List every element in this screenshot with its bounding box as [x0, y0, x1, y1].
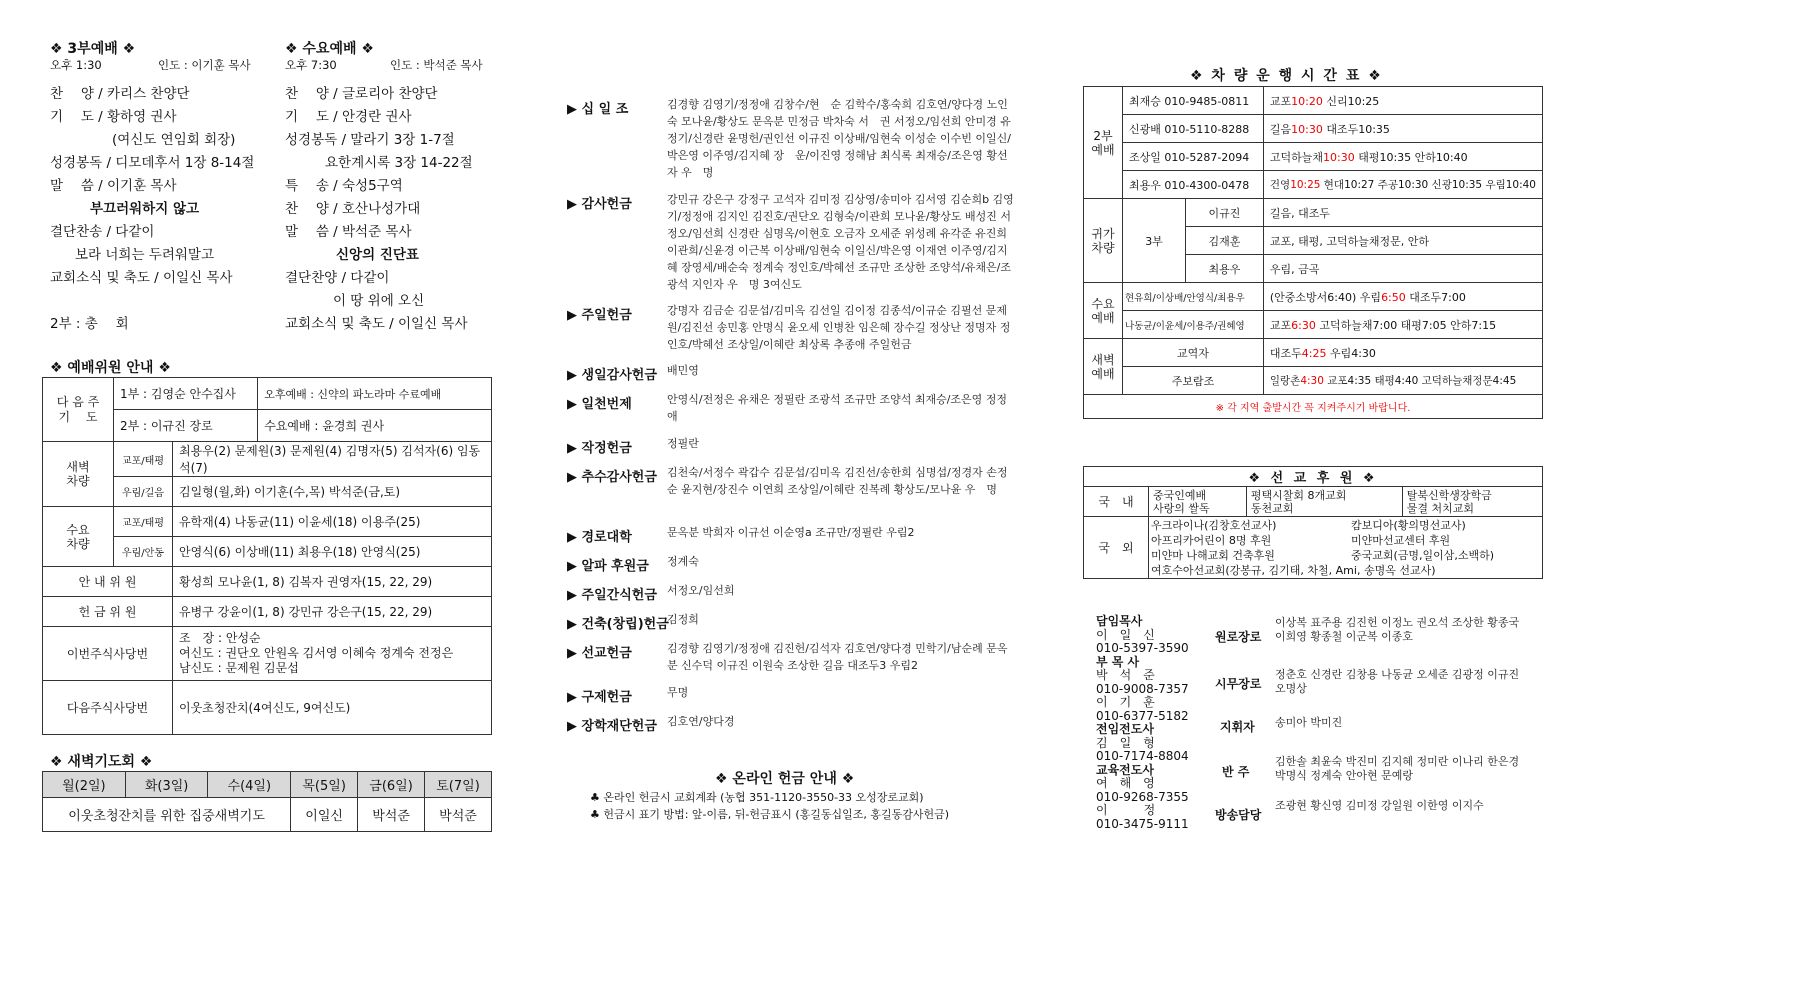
offering-names: 정필란	[667, 437, 699, 450]
next-meal-label: 다음주식사당번	[43, 681, 173, 735]
offering-label: ▶ 생일감사헌금	[567, 368, 657, 383]
offering-names: 김경향 김영기/정정애 김진헌/김석자 김호연/양다경 민학기/남순례 문옥분 신수덕 이규진 이원숙 조상한 길음 대조두3 우림2	[667, 642, 1008, 672]
online-offering-title: ❖ 온라인 헌금 안내 ❖	[715, 771, 855, 787]
offering-names: 무명	[667, 686, 689, 699]
worship3-title: ❖ 3부예배 ❖	[50, 41, 136, 57]
foreign-label: 국 외	[1084, 517, 1149, 579]
domestic-label: 국 내	[1084, 487, 1149, 517]
worship3-line: (여신도 연임회 회장)	[112, 132, 236, 148]
meal-names: 조 장 : 안성순 여신도 : 권단오 안원옥 김서영 이혜숙 정계숙 전정은 남신도 : 문제원 김문섭	[173, 627, 492, 681]
offering-names: 문옥분 박희자 이규선 이순영a 조규만/정필란 우림2	[667, 526, 915, 539]
route-cell: 대조두4:25 우림4:30	[1263, 339, 1542, 367]
prayer-2b: 수요예배 : 윤경희 권사	[258, 410, 492, 442]
dawn-leader-cell: 박석준	[358, 798, 425, 832]
return-driver: 이규진	[1186, 199, 1264, 227]
offering-label: ▶ 장학재단헌금	[567, 719, 657, 734]
domestic-cell: 탈북신학생장학금 물결 처치교회	[1402, 487, 1542, 517]
wednesday-line: 말 씀 / 박석준 목사	[285, 224, 412, 240]
offering-label: ▶ 작정헌금	[567, 441, 632, 456]
guide-names: 황성희 모나윤(1, 8) 김복자 권영자(15, 22, 29)	[173, 567, 492, 597]
day-cell: 화(3일)	[125, 772, 208, 798]
wcar1-drivers: 유학재(4) 나동균(11) 이윤세(18) 이용주(25)	[173, 507, 492, 537]
offering-names: 유병구 강윤이(1, 8) 강민규 강은구(15, 22, 29)	[173, 597, 492, 627]
return-label: 귀가 차량	[1084, 199, 1123, 283]
offering-label: ▶ 추수감사헌금	[567, 470, 657, 485]
staff-name: 김 일 형	[1096, 735, 1155, 750]
offering-names: 서정오/임선희	[667, 584, 735, 597]
worship3-line: 말 씀 / 이기훈 목사	[50, 178, 177, 194]
staff-section	[1096, 615, 1189, 831]
car1-area: 교포/태평	[114, 442, 173, 477]
next-meal-names: 이웃초청잔치(4여신도, 9여신도)	[173, 681, 492, 735]
staff-name: 이 일 신	[1096, 627, 1155, 642]
online-offering-account: ♣ 온라인 헌금시 교회계좌 (농협 351-1120-3550-33 오성장로교회)	[590, 791, 924, 804]
return-part: 3부	[1123, 199, 1186, 283]
meal-label: 이번주식사당번	[43, 627, 173, 681]
route-cell: 교포6:30 고덕하늘채7:00 태평7:05 안하7:15	[1263, 311, 1542, 339]
driver-cell: 신광배 010-5110-8288	[1123, 115, 1264, 143]
wednesday-line: 찬 양 / 호산나성가대	[285, 201, 421, 217]
wednesday-leader: 인도 : 박석준 목사	[390, 58, 483, 72]
offering-label: ▶ 경로대학	[567, 530, 632, 545]
staff-name: 여 해 영	[1096, 776, 1155, 790]
route-cell: 일랑촌4:30 교포4:35 태평4:40 고덕하늘채정문4:45	[1263, 367, 1542, 395]
route-cell: 고덕하늘채10:30 태평10:35 안하10:40	[1263, 143, 1542, 171]
wednesday-time: 오후 7:30	[285, 58, 337, 72]
worship3-line: 기 도 / 황하영 권사	[50, 109, 177, 125]
group-names: 송미아 박미진	[1275, 716, 1343, 729]
domestic-cell: 중국인예배 사랑의 쌀독	[1149, 487, 1247, 517]
group-label: 방송담당	[1215, 808, 1262, 822]
worship3-line: 결단찬송 / 다같이	[50, 224, 155, 240]
dawn-prayer-table	[42, 771, 492, 832]
service2-label: 2부 예배	[1084, 87, 1123, 199]
wednesday-line: 특 송 / 숙성5구역	[285, 178, 403, 194]
committee-table	[42, 377, 492, 735]
return-route: 길음, 대조두	[1263, 199, 1542, 227]
offering-label: ▶ 감사헌금	[567, 197, 632, 212]
car2-area: 우림/길음	[114, 477, 173, 507]
worship3-line: 교회소식 및 축도 / 이일신 목사	[50, 270, 233, 286]
staff-phone: 010-3475-9111	[1096, 816, 1189, 831]
offering-label: ▶ 일천번제	[567, 397, 632, 412]
group-names: 김한솔 최윤숙 박진미 김지혜 정미란 이나리 한은경 박명식 정계숙 안아현 문예랑	[1275, 755, 1520, 782]
wednesday-line: 찬 양 / 글로리아 찬양단	[285, 86, 438, 102]
offering-names: 김호연/양다경	[667, 715, 735, 728]
staff-phone: 010-6377-5182	[1096, 708, 1189, 723]
prayer-2: 2부 : 이규진 장로	[114, 410, 258, 442]
driver-cell: 주보람조	[1123, 367, 1264, 395]
staff-role: 부 목 사	[1096, 654, 1140, 669]
wcar2-drivers: 안영식(6) 이상배(11) 최용우(18) 안영식(25)	[173, 537, 492, 567]
group-names: 이상복 표주용 김진헌 이정노 권오석 조상한 황종국 이희영 황종철 이군복 이종호	[1275, 616, 1520, 643]
vehicle-table	[1083, 86, 1543, 419]
prayer-1: 1부 : 김영순 안수집사	[114, 378, 258, 410]
mission-table	[1083, 466, 1543, 579]
route-cell: (안중소방서6:40) 우림6:50 대조두7:00	[1263, 283, 1542, 311]
driver-cell: 최용우 010-4300-0478	[1123, 171, 1264, 199]
prayer-1b: 오후예배 : 신약의 파노라마 수료예배	[258, 378, 492, 410]
staff-role: 전임전도사	[1096, 722, 1154, 736]
foreign-cell: 우크라이나(김창호선교사) 캄보디아(황의명선교사) 아프리카어린이 8명 후원 미얀마선교센터 후원 미얀마 나해교회 건축후원 중국교회(금명,일이삼,소백하) 여호수아선교회(강봉규, 김기태, 차철, Ami, 송명옥 선교사)	[1149, 517, 1543, 579]
staff-phone: 010-5397-3590	[1096, 641, 1189, 655]
wcar2-area: 우림/안동	[114, 537, 173, 567]
wed-car-label: 수요 차량	[43, 507, 114, 567]
dawn-service-label: 새벽 예배	[1084, 339, 1123, 395]
wednesday-line: 이 땅 위에 오신	[333, 293, 425, 309]
group-names: 조광현 황신영 김미정 강일원 이한영 이지수	[1275, 799, 1484, 812]
vehicle-note: ※ 각 지역 출발시간 꼭 지켜주시기 바랍니다.	[1084, 395, 1543, 419]
day-cell: 목(5일)	[291, 772, 358, 798]
committee-title: ❖ 예배위원 안내 ❖	[50, 360, 171, 376]
vehicle-title: ❖ 차 량 운 행 시 간 표 ❖	[1190, 68, 1383, 84]
worship3-line: 찬 양 / 카리스 찬양단	[50, 86, 190, 102]
car1-drivers: 최용우(2) 문제원(3) 문제원(4) 김명자(5) 김석자(6) 임동석(7)	[173, 442, 492, 477]
wednesday-line: 성경봉독 / 말라기 3장 1-7절	[285, 132, 455, 148]
offering-names: 정계숙	[667, 555, 699, 568]
day-cell: 월(2일)	[43, 772, 126, 798]
return-driver: 최용우	[1186, 255, 1264, 283]
route-cell: 건영10:25 현대10:27 주공10:30 신광10:35 우림10:40	[1263, 171, 1542, 199]
driver-cell: 조상일 010-5287-2094	[1123, 143, 1264, 171]
driver-cell: 교역자	[1123, 339, 1264, 367]
dawn-leader-cell: 박석준	[425, 798, 492, 832]
staff-name: 이 정	[1096, 803, 1156, 817]
mission-title: ❖ 선 교 후 원 ❖	[1084, 467, 1543, 487]
dawn-leader-cell: 이일신	[291, 798, 358, 832]
group-label: 지휘자	[1220, 720, 1255, 734]
offering-names: 김천숙/서정수 곽갑수 김문섭/김미옥 김진선/송한희 심명섭/정경자 손정순 윤지현/장진수 이연희 조상일/이혜란 진복례 황상도/모나윤 우 명	[667, 466, 1008, 496]
route-cell: 길음10:30 대조두10:35	[1263, 115, 1542, 143]
offering-label: ▶ 건축(창립)헌금	[567, 617, 669, 632]
day-cell: 금(6일)	[358, 772, 425, 798]
sermon-title: 부끄러워하지 않고	[90, 201, 200, 217]
worship3-leader: 인도 : 이기훈 목사	[158, 58, 251, 72]
return-driver: 김재훈	[1186, 227, 1264, 255]
offering-label: 헌 금 위 원	[43, 597, 173, 627]
driver-cell: 현유희/이상배/안영식/최용우	[1123, 283, 1264, 311]
driver-cell: 최재승 010-9485-0811	[1123, 87, 1264, 115]
offering-label: ▶ 알파 후원금	[567, 559, 649, 574]
wednesday-line: 기 도 / 안경란 권사	[285, 109, 412, 125]
worship3-line: 보라 너희는 두려워말고	[75, 247, 214, 263]
dawn-leader-cell: 이웃초청잔치를 위한 집중새벽기도	[43, 798, 291, 832]
worship3-line: 2부 : 총 회	[50, 316, 129, 332]
staff-name: 이 기 훈	[1096, 695, 1155, 709]
day-cell: 토(7일)	[425, 772, 492, 798]
offering-label: ▶ 선교헌금	[567, 646, 632, 661]
staff-name: 박 석 준	[1096, 668, 1155, 682]
group-label: 반 주	[1222, 765, 1250, 779]
wcar1-area: 교포/태평	[114, 507, 173, 537]
offering-label: ▶ 구제헌금	[567, 690, 632, 705]
driver-cell: 나동균/이윤세/이용주/권혜영	[1123, 311, 1264, 339]
offering-names: 안영식/전정은 유채은 정필란 조광석 조규만 조양석 최재승/조은영 정정애	[667, 393, 1008, 423]
worship3-line: 성경봉독 / 디모데후서 1장 8-14절	[50, 155, 255, 171]
guide-label: 안 내 위 원	[43, 567, 173, 597]
group-label: 원로장로	[1215, 630, 1262, 644]
route-cell: 교포10:20 신리10:25	[1263, 87, 1542, 115]
offering-names: 강민규 강은구 강정구 고석자 김미정 김상영/송미아 김서영 김순희b 김영기/정정애 김지인 김진호/권단오 김형숙/이관희 모나윤/황상도 배성진 서정오/임선희 신경란 심명옥/이현호 오금자 오세준 위성례 유각준 유진희 이관희/신윤경 이근복 이상배/임현숙 이일신/박은영 이재연 이주영/김지혜 장영세/배순숙 정계숙 정인호/박혜선 조규만 조상한 조양석/유채은/조광석 지인자 우 명 3여신도	[667, 193, 1014, 291]
offering-names: 김정희	[667, 613, 699, 626]
wednesday-line: 결단찬양 / 다같이	[285, 270, 390, 286]
day-cell: 수(4일)	[208, 772, 291, 798]
staff-role: 담임목사	[1096, 614, 1143, 628]
domestic-cell: 평택시찰회 8개교회 동천교회	[1246, 487, 1402, 517]
return-route: 교포, 태평, 고덕하늘채정문, 안하	[1263, 227, 1542, 255]
worship3-time: 오후 1:30	[50, 58, 102, 72]
wednesday-line: 교회소식 및 축도 / 이일신 목사	[285, 316, 468, 332]
offering-names: 김경향 김영기/정정애 김창수/현 순 김학수/홍숙희 김호연/양다경 노인숙 모나윤/황상도 문옥분 민정금 박차숙 서 권 서정오/임선희 안미경 유정기/신경란 윤명헌/권인선 이규진 이상배/임현숙 이성순 이수빈 이일신/박은영 이주영/김지혜 장 운/이진영 정해남 최식록 최재승/조은영 황선자 우 명	[667, 98, 1011, 179]
offering-label: ▶ 십 일 조	[567, 102, 629, 117]
wednesday-sermon-title: 신앙의 진단표	[336, 247, 419, 263]
wednesday-title: ❖ 수요예배 ❖	[285, 41, 374, 57]
group-label: 시무장로	[1215, 677, 1262, 691]
dawn-car-label: 새벽 차량	[43, 442, 114, 507]
car2-drivers: 김일형(월,화) 이기훈(수,목) 박석준(금,토)	[173, 477, 492, 507]
staff-phone: 010-9268-7355	[1096, 789, 1189, 804]
offering-label: ▶ 주일간식헌금	[567, 588, 657, 603]
online-offering-method: ♣ 헌금시 표기 방법: 앞-이름, 뒤-헌금표시 (홍길동십일조, 홍길동감사헌금)	[590, 808, 950, 821]
wednesday-line: 요한계시록 3장 14-22절	[325, 155, 473, 171]
offering-names: 강명자 김금순 김문섭/김미옥 김선일 김이정 김종석/이규순 김필선 문제원/김진선 송민홍 안명식 윤오세 인병찬 임은혜 장수길 정상난 정명자 정인호/박혜선 조상일/이혜란 최상록 추종애 주일헌금	[667, 304, 1011, 351]
dawn-prayer-title: ❖ 새벽기도회 ❖	[50, 754, 153, 770]
prayer-label: 다 음 주 기 도	[43, 378, 114, 442]
wed-label: 수요 예배	[1084, 283, 1123, 339]
return-route: 우림, 금곡	[1263, 255, 1542, 283]
staff-phone: 010-7174-8804	[1096, 749, 1189, 763]
staff-role: 교육전도사	[1096, 762, 1154, 777]
offering-label: ▶ 주일헌금	[567, 308, 632, 323]
group-names: 정춘호 신경란 김창용 나동균 오세준 김광정 이규진 오명상	[1275, 668, 1520, 695]
offering-names: 배민영	[667, 364, 699, 377]
staff-phone: 010-9008-7357	[1096, 681, 1189, 696]
